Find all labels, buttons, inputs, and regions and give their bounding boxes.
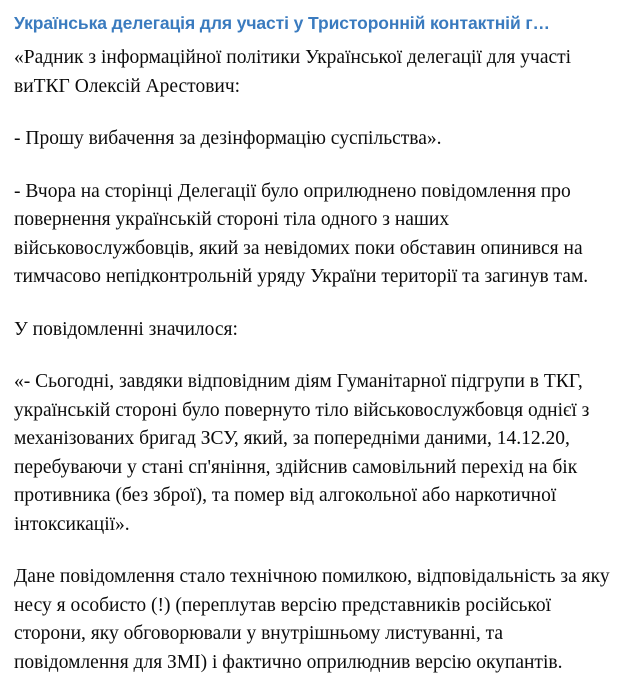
message-paragraph: «- Сьогодні, завдяки відповідним діям Гуманітарної підгрупи в ТКГ, українській стороні було повернуто тіло військовослужбовця однієї з механізованих бригад ЗСУ, який, за попередніми даними, 14.12.20, перебуваючи у стані сп'яніння, здійснив самовільний перехід на бік противника (без зброї), та помер від алгокольної або наркотичної інтоксикації». [14,371,590,535]
message-paragraph: - Прошу вибачення за дезінформацію суспільства». [14,128,442,149]
channel-title[interactable]: Українська делегація для участі у Тристоронній контактній г… [14,13,550,33]
message-paragraph: - Вчора на сторінці Делегації було оприлюднено повідомлення про повернення українській стороні тіла одного з наших військовослужбовців, який за невідомих поки обставин опинився на тимчасово непідконтрольній уряду України території та загинув там. [14,180,589,287]
message-paragraph: Дане повідомлення стало технічною помилкою, відповідальність за яку несу я особисто (!) (переплутав версію представників російської сторони, яку обговорювали у внутрішньому листуванні, та повідомлення для ЗМІ) і фактично оприлюднив версію окупантів. [14,566,610,673]
message-body [14,44,621,677]
message-paragraph: У повідомленні значилося: [14,318,238,340]
message-paragraph: «Радник з інформаційної політики Української делегації для участі виТКГ Олексій Арестович: [14,47,572,97]
